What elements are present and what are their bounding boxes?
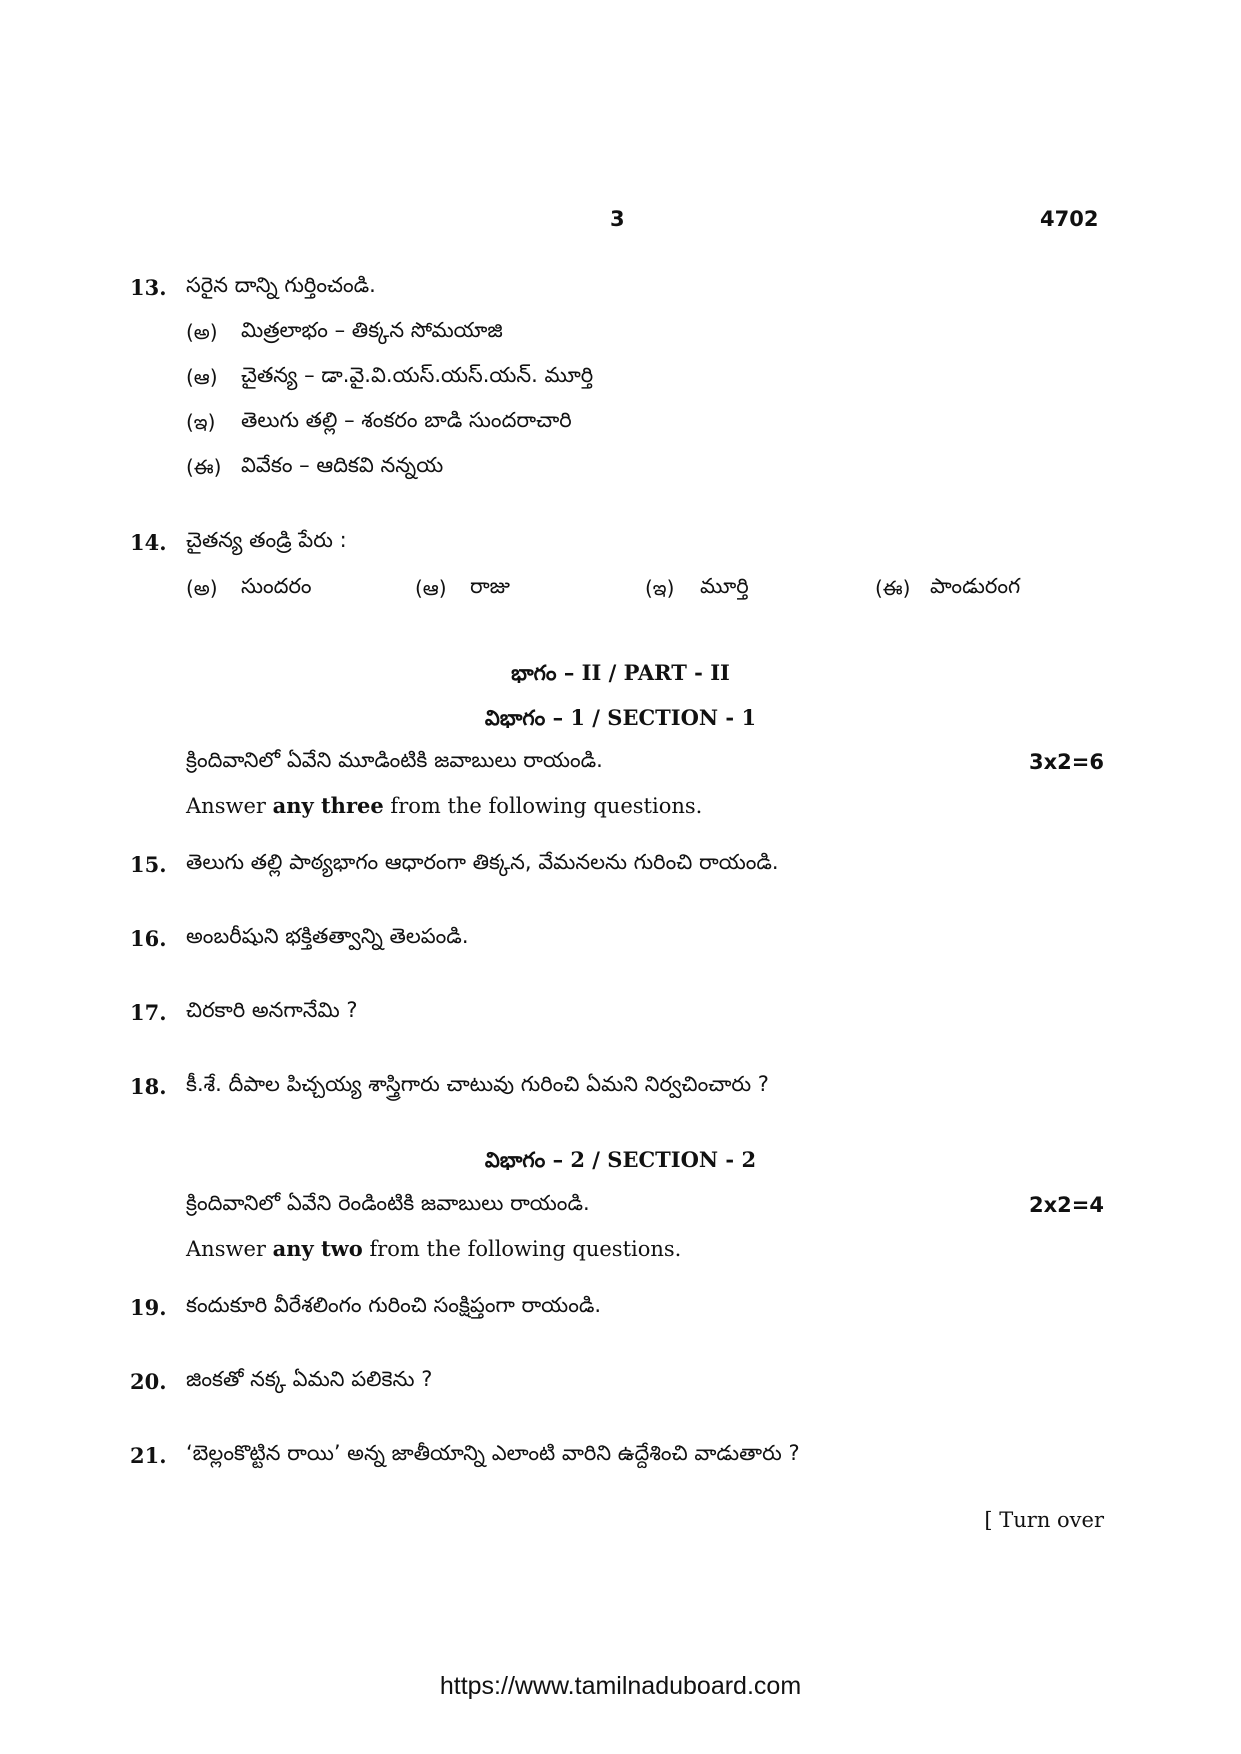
option-text: సుందరం [241, 574, 312, 598]
question-number: 19. [130, 1295, 167, 1320]
footer-url[interactable]: https://www.tamilnaduboard.com [439, 1672, 802, 1700]
question-number: 20. [130, 1369, 167, 1394]
question-text: అంబరీషుని భక్తితత్వాన్ని తెలపండి. [186, 924, 469, 948]
option-text: మిత్రలాభం – తిక్కన సోమయాజి [241, 318, 503, 342]
section-instruction-english: Answer any three from the following questions. [186, 793, 703, 818]
option-label: (ఇ) [645, 576, 675, 600]
turn-over-note: [ Turn over [984, 1508, 1104, 1532]
part-title: భాగం – II / PART - II [511, 660, 730, 685]
option-label: (అ) [186, 576, 218, 600]
question-text: కీ.శే. దీపాల పిచ్చయ్య శాస్త్రిగారు చాటువు గురించి ఏమని నిర్వచించారు ? [186, 1072, 769, 1096]
option-label: (ఈ) [186, 455, 222, 479]
question-text: కందుకూరి వీరేశలింగం గురించి సంక్షిప్తంగా రాయండి. [186, 1293, 602, 1317]
question-text: జింకతో నక్క ఏమని పలికెను ? [186, 1367, 433, 1391]
section-marks: 3x2=6 [1029, 750, 1104, 774]
option-label: (ఈ) [875, 576, 911, 600]
question-number: 21. [130, 1443, 167, 1468]
question-number: 17. [130, 1000, 167, 1025]
section-title: విభాగం – 1 / SECTION - 1 [484, 705, 757, 730]
question-text: చిరకారి అనగానేమి ? [186, 998, 358, 1022]
question-number: 18. [130, 1074, 167, 1099]
option-label: (ఆ) [415, 576, 447, 600]
question-text: ‘బెల్లంకొట్టిన రాయి’ అన్న జాతీయాన్ని ఎలాంటి వారిని ఉద్దేశించి వాడుతారు ? [186, 1441, 800, 1465]
question-number: 14. [130, 530, 167, 555]
option-label: (అ) [186, 320, 218, 344]
section-title: విభాగం – 2 / SECTION - 2 [484, 1147, 757, 1172]
option-label: (ఇ) [186, 410, 216, 434]
option-text: పాండురంగ [930, 574, 1021, 598]
paper-code: 4702 [1040, 207, 1099, 231]
option-text: చైతన్య – డా.వై.వి.యస్.యస్.యన్. మూర్తి [241, 363, 594, 387]
question-text: సరైన దాన్ని గుర్తించండి. [186, 273, 376, 297]
option-text: తెలుగు తల్లి – శంకరం బాడి సుందరాచారి [241, 408, 572, 432]
section-marks: 2x2=4 [1029, 1193, 1104, 1217]
question-text: చైతన్య తండ్రి పేరు : [186, 528, 347, 552]
question-number: 13. [130, 275, 167, 300]
question-number: 15. [130, 852, 167, 877]
option-label: (ఆ) [186, 365, 218, 389]
question-number: 16. [130, 926, 167, 951]
option-text: మూర్తి [700, 574, 749, 598]
section-instruction-english: Answer any two from the following questions. [186, 1236, 682, 1261]
option-text: వివేకం – ఆదికవి నన్నయ [241, 453, 444, 477]
section-instruction: క్రిందివానిలో ఏవేని మూడింటికి జవాబులు రాయండి. [186, 748, 603, 772]
option-text: రాజు [470, 574, 511, 598]
section-instruction: క్రిందివానిలో ఏవేని రెండింటికి జవాబులు రాయండి. [186, 1191, 590, 1215]
question-text: తెలుగు తల్లి పాఠ్యభాగం ఆధారంగా తిక్కన, వేమనలను గురించి రాయండి. [186, 850, 779, 874]
page-number: 3 [610, 207, 625, 231]
